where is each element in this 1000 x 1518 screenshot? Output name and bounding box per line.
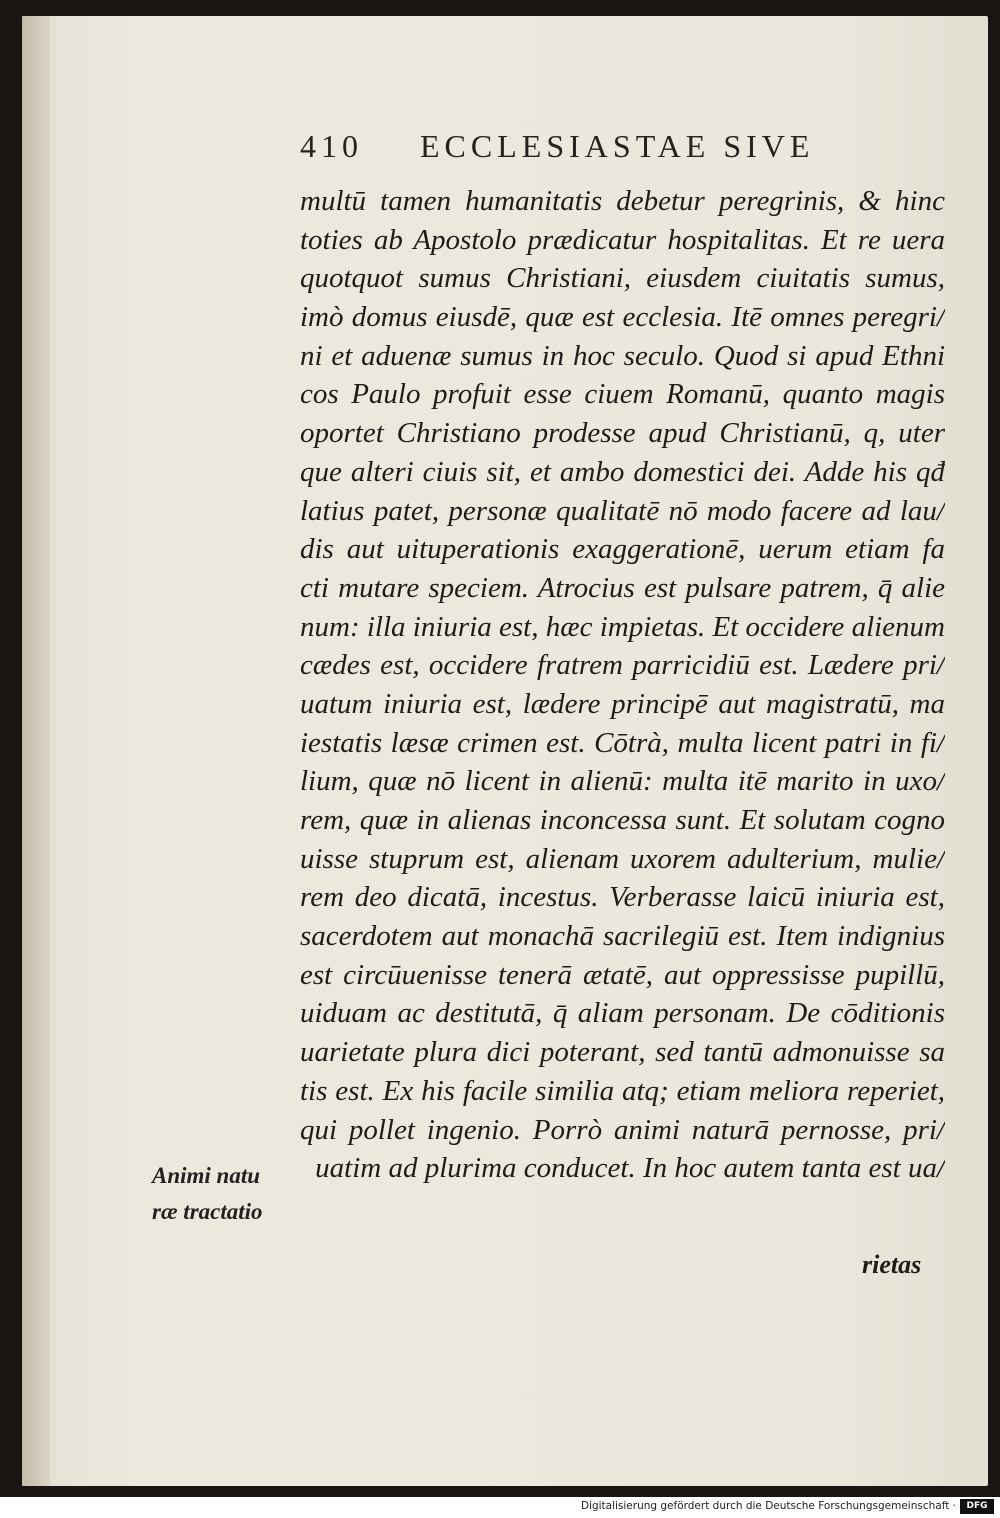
text-line: imò domus eiusdē, quæ est ecclesia. Itē omnes peregri/ <box>300 301 945 334</box>
page-gutter-shadow <box>22 16 50 1486</box>
text-line: uatum iniuria est, lædere principē aut magistratū, ma <box>300 687 945 720</box>
margin-note <box>152 1158 282 1230</box>
text-line: latius patet, personæ qualitatē nō modo facere ad lau/ <box>300 494 945 527</box>
page-header <box>300 128 860 172</box>
text-line: cædes est, occidere fratrem parricidiū est. Lædere pri/ <box>300 649 945 682</box>
text-line: multū tamen humanitatis debetur peregrinis, & hinc <box>300 185 945 217</box>
text-line: est circūuenisse tenerā ætatē, aut oppressisse pupillū, <box>300 958 945 991</box>
text-line: num: illa iniuria est, hæc impietas. Et occidere alienum <box>300 610 945 643</box>
text-line: rem, quæ in alienas inconcessa sunt. Et solutam cogno <box>300 804 945 836</box>
text-line: uarietate plura dici poterant, sed tantū admonuisse sa <box>300 1036 945 1069</box>
margin-note-line: Animi natu <box>152 1163 261 1188</box>
footer-bar <box>0 1497 1000 1518</box>
text-line: oportet Christiano prodesse apud Christianū, q, uter <box>300 417 945 450</box>
dfg-logo: DFG <box>960 1499 994 1514</box>
text-line: uiduam ac destitutā, q̄ aliam personam. De cōditionis <box>300 997 945 1030</box>
margin-note-line: ræ tractatio <box>152 1199 263 1224</box>
catchword: rietas <box>862 1250 922 1279</box>
text-line: tis est. Ex his facile similia atq; etiam meliora reperiet, <box>300 1074 945 1107</box>
text-line: lium, quæ nō licent in alienū: multa itē marito in uxo/ <box>300 765 945 798</box>
body-text <box>300 182 945 1188</box>
text-line: rem deo dicatā, incestus. Verberasse laicū iniuria est, <box>300 881 945 914</box>
text-line: quotquot sumus Christiani, eiusdem ciuitatis sumus, <box>300 262 945 295</box>
text-line: uisse stuprum est, alienam uxorem adulterium, mulie/ <box>300 842 945 875</box>
text-line: iestatis læsæ crimen est. Cōtrà, multa licent patri in fi/ <box>300 726 945 759</box>
page-number: 410 <box>300 128 363 164</box>
text-line: dis aut uituperationis exaggerationē, uerum etiam fa <box>300 533 945 566</box>
text-line: cos Paulo profuit esse ciuem Romanū, quanto magis <box>300 378 945 411</box>
text-line: qui pollet ingenio. Porrò animi naturā pernosse, pri/ <box>300 1113 945 1146</box>
text-line: sacerdotem aut monachā sacrilegiū est. Item indignius <box>300 920 945 953</box>
funding-note: Digitalisierung gefördert durch die Deutsche Forschungsgemeinschaft · <box>580 1500 956 1512</box>
text-line: que alteri ciuis sit, et ambo domestici dei. Adde his qđ <box>300 455 945 488</box>
text-line: uatim ad plurima conducet. In hoc autem tanta est ua/ <box>315 1152 945 1185</box>
text-line: toties ab Apostolo prædicatur hospitalitas. Et re uera <box>300 223 945 256</box>
text-line: cti mutare speciem. Atrocius est pulsare patrem, q̄ alie <box>300 571 945 604</box>
running-head: ECCLESIASTAE SIVE <box>420 128 815 164</box>
text-line: ni et aduenæ sumus in hoc seculo. Quod si apud Ethni <box>300 339 945 372</box>
